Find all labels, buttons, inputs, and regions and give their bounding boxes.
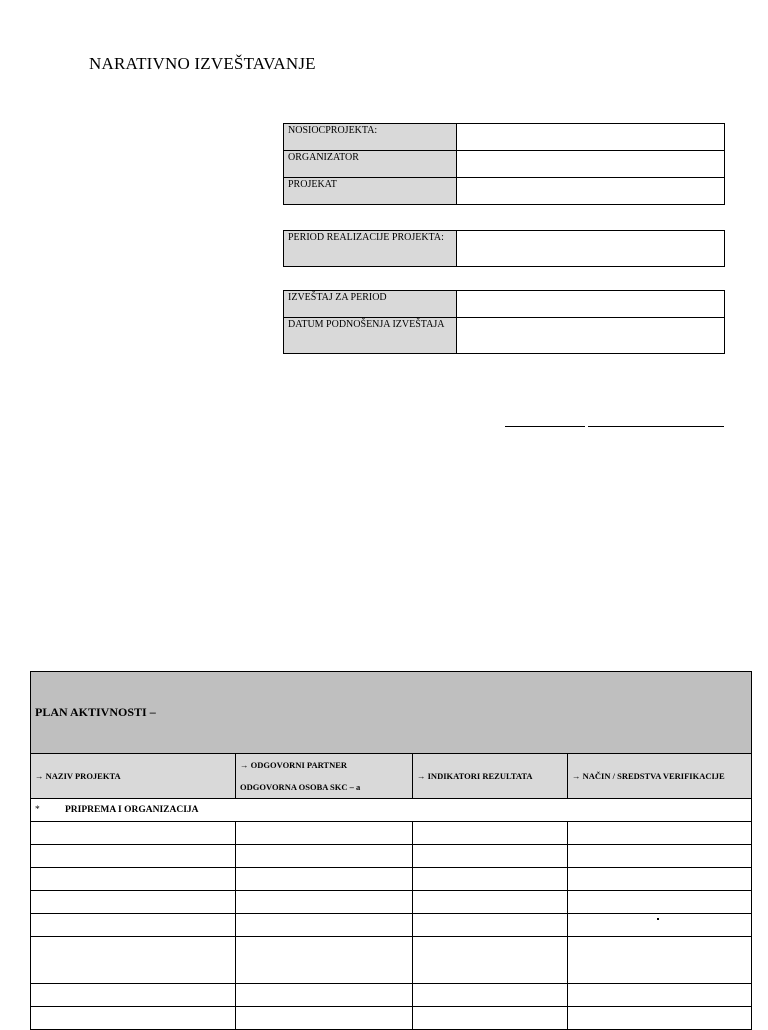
table-cell[interactable]: [413, 1007, 568, 1030]
document-title: NARATIVNO IZVEŠTAVANJE: [89, 54, 316, 73]
submission-date-field[interactable]: [457, 318, 725, 354]
table-row: [284, 318, 725, 354]
table-cell[interactable]: [413, 868, 568, 891]
table-cell[interactable]: [568, 984, 752, 1007]
table-row: [31, 914, 752, 937]
responsible-partner-title: → ODGOVORNI PARTNER: [240, 760, 348, 770]
table-cell[interactable]: [236, 1007, 413, 1030]
signature-line-left: [505, 426, 585, 427]
table-cell[interactable]: [31, 937, 236, 984]
table-cell[interactable]: [236, 891, 413, 914]
table-cell[interactable]: [568, 914, 752, 937]
table-cell[interactable]: [31, 914, 236, 937]
table-cell[interactable]: [568, 845, 752, 868]
table-cell[interactable]: [31, 868, 236, 891]
signature-line-right: [588, 426, 724, 427]
table-row: [284, 291, 725, 318]
table-cell[interactable]: [568, 937, 752, 984]
report-period-field[interactable]: [457, 291, 725, 318]
column-header-project-name: → NAZIV PROJEKTA: [31, 754, 236, 799]
table-row: [31, 822, 752, 845]
table-row: [31, 984, 752, 1007]
table-cell[interactable]: [568, 868, 752, 891]
realization-period-table: [283, 230, 725, 267]
table-cell[interactable]: [31, 845, 236, 868]
report-period-label: IZVEŠTAJ ZA PERIOD: [284, 291, 457, 318]
table-cell[interactable]: [31, 1007, 236, 1030]
project-holder-field[interactable]: [457, 124, 725, 151]
section-preparation: [31, 799, 752, 822]
section-title: PRIPREMA I ORGANIZACIJA: [65, 805, 199, 815]
table-cell[interactable]: [236, 937, 413, 984]
column-header-verification: → NAČIN / SREDSTVA VERIFIKACIJE: [568, 754, 752, 799]
table-row: [31, 799, 752, 822]
project-holder-label: NOSIOCPROJEKTA:: [284, 124, 457, 151]
submission-date-label: DATUM PODNOŠENJA IZVEŠTAJA: [284, 318, 457, 354]
plan-title: PLAN AKTIVNOSTI –: [31, 672, 752, 754]
table-cell[interactable]: [31, 984, 236, 1007]
table-cell[interactable]: [236, 984, 413, 1007]
activity-plan-table: [30, 671, 752, 1030]
project-field[interactable]: [457, 178, 725, 205]
table-cell[interactable]: [568, 891, 752, 914]
table-row: [31, 891, 752, 914]
table-row: [31, 1007, 752, 1030]
table-cell[interactable]: [413, 845, 568, 868]
table-cell[interactable]: [236, 845, 413, 868]
realization-period-field[interactable]: [457, 231, 725, 267]
table-cell[interactable]: [413, 914, 568, 937]
project-info-table: [283, 123, 725, 205]
project-label: PROJEKAT: [284, 178, 457, 205]
table-row: [31, 845, 752, 868]
responsible-person-subtitle: ODGOVORNA OSOBA SKC – a: [240, 782, 361, 792]
table-cell[interactable]: [31, 891, 236, 914]
realization-period-label: PERIOD REALIZACIJE PROJEKTA:: [284, 231, 457, 267]
table-row: [284, 178, 725, 205]
organizer-field[interactable]: [457, 151, 725, 178]
stray-dot-mark: [657, 918, 659, 920]
table-cell[interactable]: [413, 891, 568, 914]
column-header-result-indicators: → INDIKATORI REZULTATA: [413, 754, 568, 799]
table-cell[interactable]: [236, 914, 413, 937]
table-row: [284, 124, 725, 151]
report-info-table: [283, 290, 725, 354]
table-cell[interactable]: [31, 822, 236, 845]
table-row: [31, 937, 752, 984]
table-row: [284, 151, 725, 178]
table-cell[interactable]: [568, 1007, 752, 1030]
table-row: [31, 754, 752, 799]
table-cell[interactable]: [413, 984, 568, 1007]
table-row: [284, 231, 725, 267]
table-row: [31, 868, 752, 891]
table-cell[interactable]: [236, 822, 413, 845]
table-row: [31, 672, 752, 754]
organizer-label: ORGANIZATOR: [284, 151, 457, 178]
table-cell[interactable]: [236, 868, 413, 891]
section-bullet: *: [35, 805, 40, 815]
column-header-responsible-partner: [236, 754, 413, 799]
table-cell[interactable]: [568, 822, 752, 845]
table-cell[interactable]: [413, 937, 568, 984]
table-cell[interactable]: [413, 822, 568, 845]
